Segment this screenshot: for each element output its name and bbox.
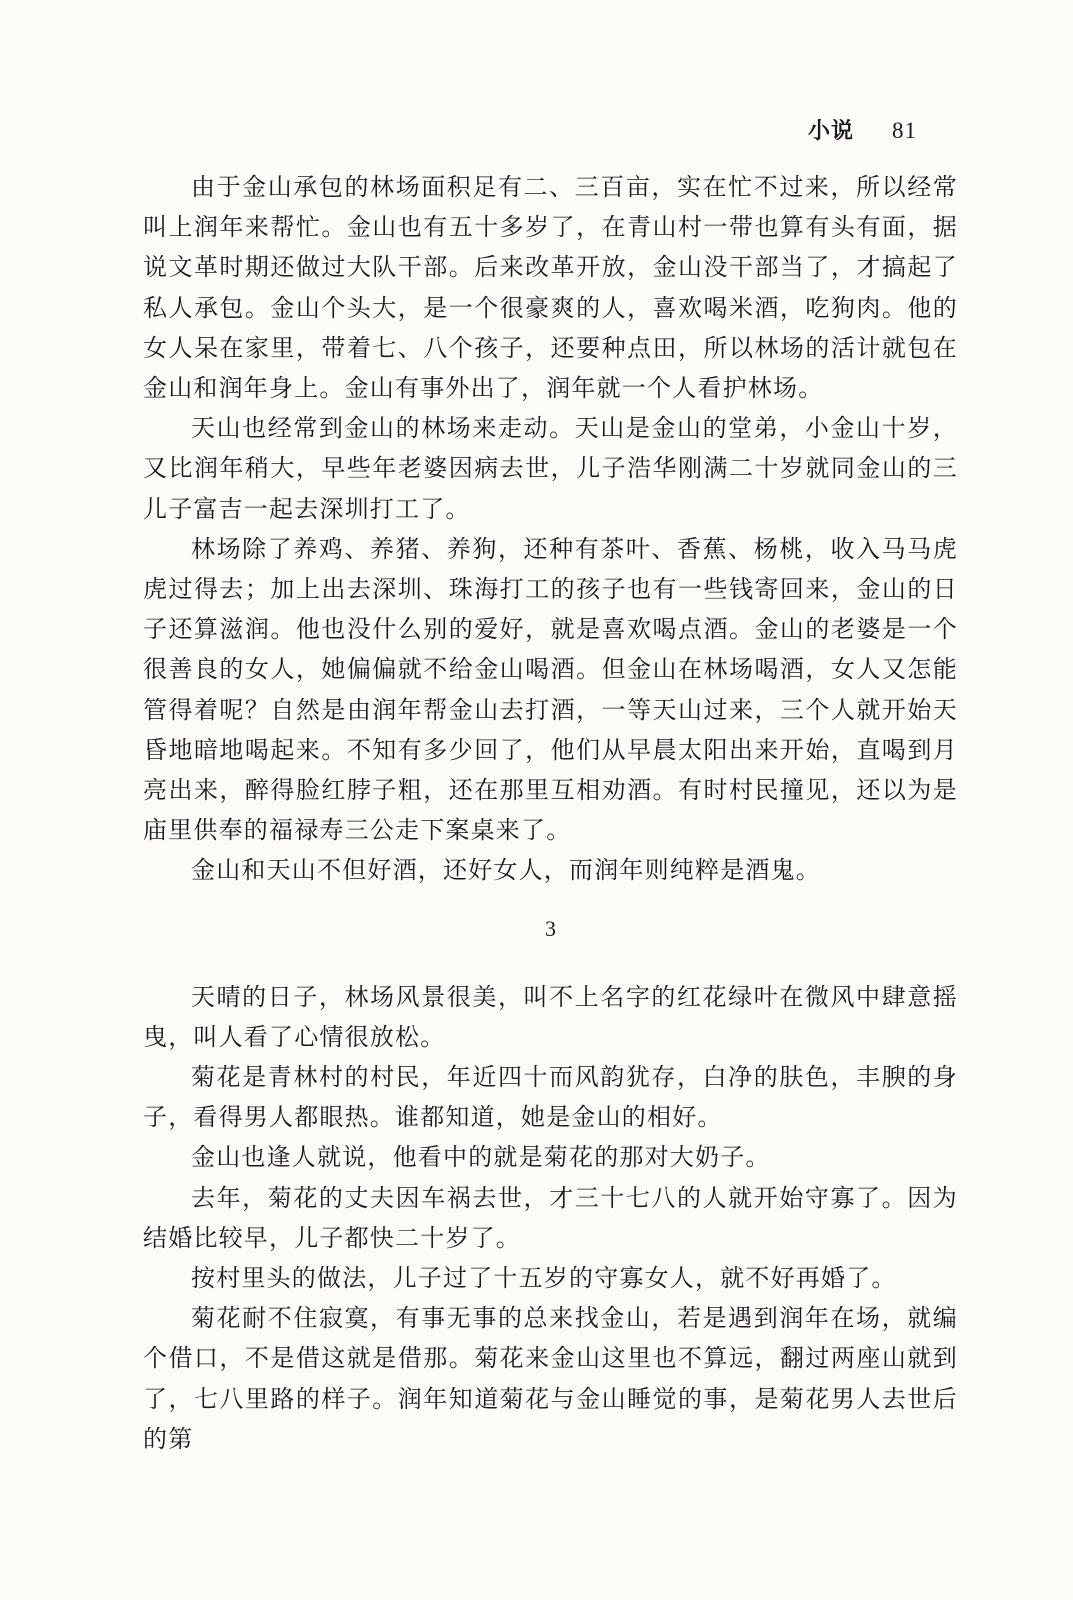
paragraph: 金山也逢人就说，他看中的就是菊花的那对大奶子。	[191, 1143, 771, 1172]
section-number: 3	[545, 915, 556, 941]
paragraph: 按村里头的做法，儿子过了十五岁的守寡女人，就不好再婚了。	[191, 1264, 897, 1293]
paragraph: 天山也经常到金山的林场来走动。天山是金山的堂弟，小金山十岁，又比润年稍大，早些年老婆因病去世，儿子浩华刚满二十岁就同金山的三儿子富吉一起去深圳打工了。	[143, 414, 958, 523]
paragraph: 金山和天山不但好酒，还好女人，而润年则纯粹是酒鬼。	[191, 856, 821, 885]
paragraph: 菊花是青林村的村民，年近四十而风韵犹存，白净的肤色，丰腴的身子，看得男人都眼热。谁都知道，她是金山的相好。	[143, 1063, 958, 1132]
running-head	[808, 114, 917, 145]
section-title: 小说	[807, 119, 854, 144]
paragraph: 天晴的日子，林场风景很美，叫不上名字的红花绿叶在微风中肆意摇曳，叫人看了心情很放松。	[143, 982, 958, 1051]
paragraph: 林场除了养鸡、养猪、养狗，还种有茶叶、香蕉、杨桃，收入马马虎虎过得去；加上出去深圳、珠海打工的孩子也有一些钱寄回来，金山的日子还算滋润。他也没什么别的爱好，就是喜欢喝点酒。金山的老婆是一个很善良的女人，她偏偏就不给金山喝酒。但金山在林场喝酒，女人又怎能管得着呢？自然是由润年帮金山去打酒，一等天山过来，三个人就开始天昏地暗地喝起来。不知有多少回了，他们从早晨太阳出来开始，直喝到月亮出来，醉得脸红脖子粗，还在那里互相劝酒。有时村民撞见，还以为是庙里供奉的福禄寿三公走下案桌来了。	[143, 534, 958, 845]
paragraph: 由于金山承包的林场面积足有二、三百亩，实在忙不过来，所以经常叫上润年来帮忙。金山也有五十多岁了，在青山村一带也算有头有面，据说文革时期还做过大队干部。后来改革开放，金山没干部当了，才搞起了私人承包。金山个头大，是一个很豪爽的人，喜欢喝米酒，吃狗肉。他的女人呆在家里，带着七、八个孩子，还要种点田，所以林场的活计就包在金山和润年身上。金山有事外出了，润年就一个人看护林场。	[143, 173, 958, 403]
paragraph: 去年，菊花的丈夫因车祸去世，才三十七八的人就开始守寡了。因为结婚比较早，儿子都快二十岁了。	[143, 1183, 958, 1252]
paragraph: 菊花耐不住寂寞，有事无事的总来找金山，若是遇到润年在场，就编个借口，不是借这就是借那。菊花来金山这里也不算远，翻过两座山就到了，七八里路的样子。润年知道菊花与金山睡觉的事，是菊花男人去世后的第	[143, 1304, 958, 1453]
body-text	[143, 167, 958, 1459]
page-number: 81	[892, 118, 917, 143]
